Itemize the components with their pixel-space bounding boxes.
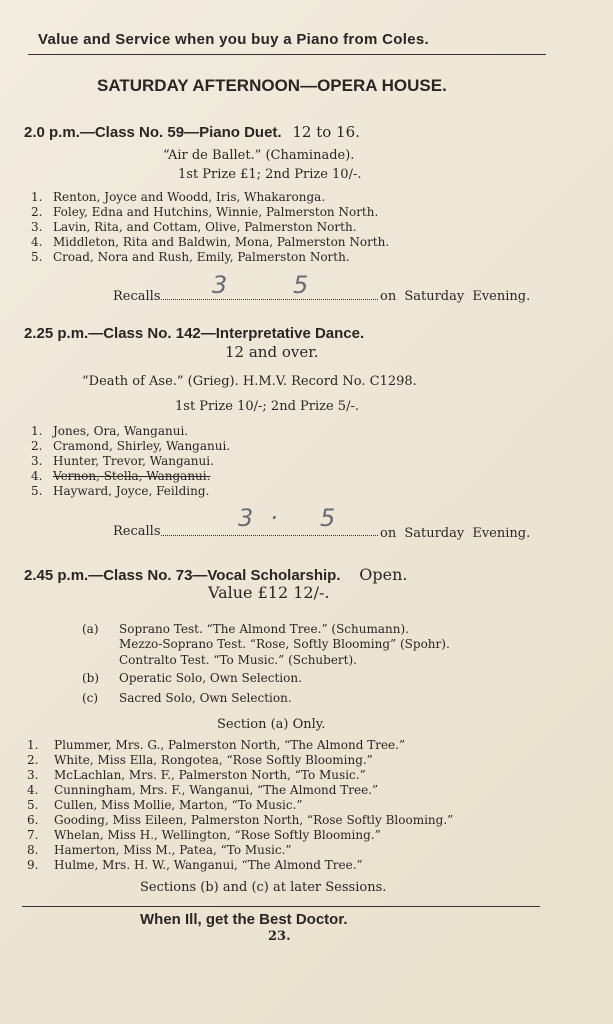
class142-heading xyxy=(24,324,364,342)
class73-open: Open. xyxy=(359,565,408,584)
list-item: 3. McLachlan, Mrs. F., Palmerston North, “To Music.” xyxy=(27,768,366,782)
class142-recall-dot: · xyxy=(270,504,278,532)
class59-time: 2.0 p.m.—Class No. 59—Piano Duet. xyxy=(24,124,282,141)
class73-section-label: Section (a) Only. xyxy=(217,717,326,732)
list-item: 6. Gooding, Miss Eileen, Palmerston North, “Rose Softly Blooming.” xyxy=(27,813,454,827)
class142-recalls-suffix: on Saturday Evening. xyxy=(380,526,531,541)
class59-recall-mark-b: 5 xyxy=(293,271,309,299)
class59-recalls-label: Recalls xyxy=(113,289,161,304)
page-number: 23. xyxy=(268,929,291,944)
list-item: (a) Soprano Test. “The Almond Tree.” (Schumann). xyxy=(82,622,409,636)
class73-entries xyxy=(27,738,453,873)
list-item: 7. Whelan, Miss H., Wellington, “Rose Softly Blooming.” xyxy=(27,828,381,842)
class73-value: Value £12 12/-. xyxy=(208,583,330,602)
footer-rule xyxy=(22,906,540,907)
list-item: 8. Hamerton, Miss M., Patea, “To Music.” xyxy=(27,843,292,857)
class73-later-note: Sections (b) and (c) at later Sessions. xyxy=(140,880,387,895)
list-item: 3. Hunter, Trevor, Wanganui. xyxy=(31,454,214,468)
class142-prizes: 1st Prize 10/-; 2nd Prize 5/-. xyxy=(175,399,359,414)
class59-prizes: 1st Prize £1; 2nd Prize 10/-. xyxy=(178,167,362,182)
list-item: (c) Sacred Solo, Own Selection. xyxy=(82,691,292,705)
class59-recall-mark-a: 3 xyxy=(212,271,228,299)
class59-ages: 12 to 16. xyxy=(292,123,360,141)
class73-tests xyxy=(82,622,450,707)
class59-piece: “Air de Ballet.” (Chaminade). xyxy=(163,148,355,163)
list-item: 3. Lavin, Rita, and Cottam, Olive, Palmerston North. xyxy=(31,220,357,234)
class142-entries xyxy=(31,424,230,499)
class59-recalls-suffix: on Saturday Evening. xyxy=(380,289,531,304)
class142-recalls-label: Recalls xyxy=(113,524,161,539)
list-item: 1. Plummer, Mrs. G., Palmerston North, “The Almond Tree.” xyxy=(27,738,406,752)
list-item: 1. Renton, Joyce and Woodd, Iris, Whakaronga. xyxy=(31,190,326,204)
list-item-withdrawn: 4. Vernon, Stella, Wanganui. xyxy=(31,469,211,483)
list-item: 2. Foley, Edna and Hutchins, Winnie, Palmerston North. xyxy=(31,205,379,219)
list-item: Contralto Test. “To Music.” (Schubert). xyxy=(119,653,357,667)
list-item: 5. Cullen, Miss Mollie, Marton, “To Music.” xyxy=(27,798,303,812)
page-title: SATURDAY AFTERNOON—OPERA HOUSE. xyxy=(97,76,447,95)
class142-piece: “Death of Ase.” (Grieg). H.M.V. Record No. C1298. xyxy=(82,374,417,389)
class59-recalls-dots xyxy=(161,299,378,300)
class142-recalls-dots xyxy=(161,535,378,536)
class73-time: 2.45 p.m.—Class No. 73—Vocal Scholarship. xyxy=(24,567,341,584)
list-item: 9. Hulme, Mrs. H. W., Wanganui, “The Almond Tree.” xyxy=(27,858,363,872)
class142-recall-mark-a: 3 xyxy=(238,504,254,532)
footer-slogan: When Ill, get the Best Doctor. xyxy=(140,911,348,928)
list-item: 2. White, Miss Ella, Rongotea, “Rose Softly Blooming.” xyxy=(27,753,373,767)
list-item: 5. Croad, Nora and Rush, Emily, Palmerston North. xyxy=(31,250,350,264)
class142-ages: 12 and over. xyxy=(225,343,319,361)
list-item: Mezzo-Soprano Test. “Rose, Softly Blooming” (Spohr). xyxy=(119,637,450,651)
list-item: (b) Operatic Solo, Own Selection. xyxy=(82,671,302,685)
class142-time: 2.25 p.m.—Class No. 142—Interpretative Dance. xyxy=(24,325,365,342)
list-item: 2. Cramond, Shirley, Wanganui. xyxy=(31,439,231,453)
header-rule xyxy=(28,54,546,55)
class73-heading xyxy=(24,565,408,584)
list-item: 4. Cunningham, Mrs. F., Wanganui, “The Almond Tree.” xyxy=(27,783,379,797)
header-banner: Value and Service when you buy a Piano from Coles. xyxy=(38,31,429,48)
class142-recall-mark-b: 5 xyxy=(320,504,336,532)
list-item: 1. Jones, Ora, Wanganui. xyxy=(31,424,189,438)
class59-entries xyxy=(31,190,389,265)
list-item: 5. Hayward, Joyce, Feilding. xyxy=(31,484,210,498)
class59-heading xyxy=(24,123,360,141)
list-item: 4. Middleton, Rita and Baldwin, Mona, Palmerston North. xyxy=(31,235,390,249)
